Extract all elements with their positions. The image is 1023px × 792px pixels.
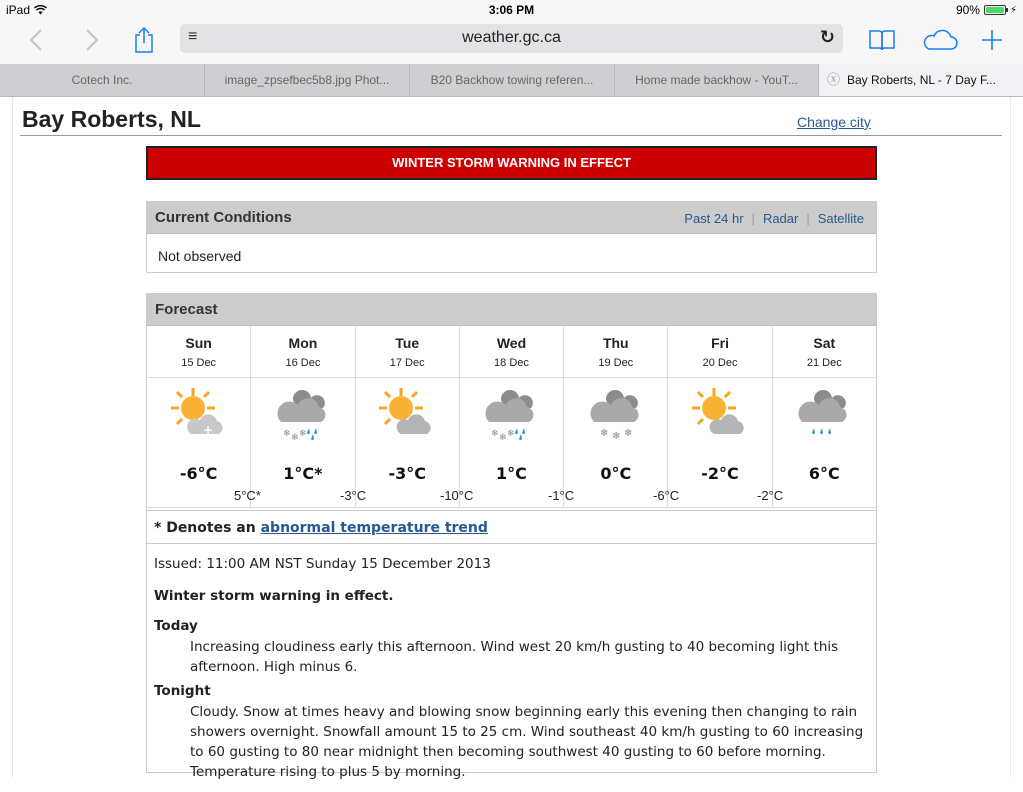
forecast-high: 1°C (496, 464, 527, 483)
close-tab-icon[interactable]: ⓧ (827, 72, 841, 87)
sun-cloud-icon (690, 384, 750, 444)
day-date: 17 Dec (389, 357, 425, 369)
satellite-link[interactable]: Satellite (817, 211, 864, 226)
tab-bar (0, 64, 1023, 97)
warning-banner[interactable]: WINTER STORM WARNING IN EFFECT (146, 146, 877, 180)
issued-time: Issued: 11:00 AM NST Sunday 15 December 2013 (154, 556, 491, 572)
cloud-snow-rain-icon (273, 384, 333, 444)
forecast-day (460, 326, 564, 377)
page-title: Bay Roberts, NL (22, 106, 201, 132)
forecast-high: 6°C (808, 464, 840, 483)
reader-icon[interactable]: ≡ (188, 28, 198, 45)
forecast-day (668, 326, 772, 377)
web-page (0, 97, 1023, 780)
svg-text:❄: ❄ (611, 431, 621, 442)
tab-label: Cotech Inc. (71, 73, 133, 87)
day-name: Sat (813, 335, 836, 351)
svg-text:❄: ❄ (623, 428, 633, 439)
svg-text:❄: ❄ (507, 429, 516, 439)
forecast-day (251, 326, 355, 377)
title-divider (20, 135, 1002, 136)
cloud-rain-icon (794, 384, 854, 444)
tab-label: B20 Backhow towing referen... (430, 73, 594, 87)
abnormal-trend-link[interactable]: abnormal temperature trend (260, 520, 488, 536)
day-date: 20 Dec (702, 357, 738, 369)
abnormal-trend-note (147, 510, 876, 544)
day-date: 19 Dec (598, 357, 634, 369)
forecast-high: -3°C (388, 464, 426, 483)
current-conditions-panel (146, 201, 877, 273)
share-button[interactable] (132, 20, 156, 60)
day-name: Thu (602, 335, 629, 351)
book-icon (868, 28, 896, 52)
forecast-day (773, 326, 876, 377)
period-text: Cloudy. Snow at times heavy and blowing snow beginning early this evening then changing to rain showers overnight. Snowfall amount 15 to 25 cm. Wind southeast 40 km/h gusting to 60 increasing to 60 gusting to 80 near midnight then becoming southwest 40 gusting to 60 before morning. Temperature rising to plus 5 by morning. (190, 704, 864, 780)
note-text: * Denotes an (154, 520, 261, 536)
forward-button[interactable] (80, 20, 104, 60)
day-date: 15 Dec (181, 357, 217, 369)
forecast-low: -1°C (548, 488, 575, 503)
forecast-high: -2°C (701, 464, 739, 483)
share-icon (133, 26, 155, 54)
url-text: weather.gc.ca (462, 29, 561, 46)
back-button[interactable] (24, 20, 48, 60)
device-name: iPad (6, 3, 31, 17)
cloud-icon (921, 28, 959, 52)
day-name: Tue (395, 335, 420, 351)
tab-b20-backhow[interactable] (410, 64, 615, 96)
forecast-day (564, 326, 668, 377)
link-separator: | (751, 211, 755, 226)
panel-header (147, 202, 876, 234)
forecast-day (356, 326, 460, 377)
chevron-right-icon (85, 28, 99, 52)
forecast-low: -2°C (757, 488, 784, 503)
plus-icon (981, 29, 1003, 51)
period-name: Tonight (154, 683, 211, 699)
period-text: Increasing cloudiness early this afternoon. Wind west 20 km/h gusting to 40 becoming light this afternoon. High minus 6. (190, 639, 839, 675)
past-24hr-link[interactable]: Past 24 hr (684, 211, 744, 226)
svg-text:❄: ❄ (282, 429, 291, 439)
svg-text:+: + (202, 423, 213, 437)
reload-icon[interactable]: ↻ (819, 27, 835, 47)
svg-text:❄: ❄ (499, 433, 508, 443)
clock: 3:06 PM (488, 3, 535, 17)
svg-text:❄: ❄ (298, 429, 307, 439)
warning-summary: Winter storm warning in effect. (154, 588, 394, 604)
forecast-panel (146, 293, 877, 780)
forecast-days-row (147, 326, 876, 378)
day-name: Mon (288, 335, 318, 351)
new-tab-button[interactable] (980, 20, 1004, 60)
bookmarks-button[interactable] (868, 20, 896, 60)
status-bar (0, 0, 1023, 20)
svg-text:❄: ❄ (599, 428, 609, 439)
svg-text:❄: ❄ (290, 433, 299, 443)
icloud-tabs-button[interactable] (920, 20, 960, 60)
link-separator: | (806, 211, 810, 226)
period-name: Today (154, 618, 198, 634)
day-date: 18 Dec (494, 357, 529, 369)
forecast-low: -3°C (340, 488, 367, 503)
battery-icon (984, 5, 1006, 15)
tab-youtube[interactable] (615, 64, 819, 96)
tab-label: Bay Roberts, NL - 7 Day F... (847, 73, 996, 87)
status-right (956, 3, 1017, 17)
panel-header (147, 294, 876, 326)
chevron-left-icon (29, 28, 43, 52)
sun-cloud-icon (377, 384, 437, 444)
tab-label: Home made backhow - YouT... (635, 73, 798, 87)
forecast-text (147, 544, 876, 792)
conditions-links (684, 211, 864, 226)
day-name: Wed (496, 335, 527, 351)
change-city-link[interactable]: Change city (797, 114, 871, 130)
cloud-snow-icon (586, 384, 646, 444)
browser-toolbar (0, 20, 1023, 64)
svg-text:❄: ❄ (491, 429, 500, 439)
forecast-high: -6°C (179, 464, 218, 483)
forecast-day (147, 326, 251, 377)
tab-cotech[interactable] (0, 64, 205, 96)
forecast-low: -6°C (653, 488, 680, 503)
tab-weather[interactable] (819, 64, 1023, 96)
panel-title: Forecast (155, 301, 218, 318)
panel-title: Current Conditions (155, 209, 292, 226)
cloud-snow-rain-icon (481, 384, 541, 444)
charging-icon: ⚡ (1009, 4, 1017, 16)
battery-percent: 90% (955, 3, 980, 17)
tab-label: image_zpsefbec5b8.jpg Phot... (224, 73, 390, 87)
radar-link[interactable]: Radar (762, 211, 799, 226)
address-bar[interactable] (180, 24, 843, 53)
forecast-low: 5°C* (234, 488, 261, 503)
day-date: 21 Dec (806, 357, 842, 369)
day-name: Fri (711, 335, 729, 351)
day-name: Sun (185, 335, 212, 351)
forecast-high: 1°C* (283, 464, 323, 483)
sun-cloud-snow-icon (169, 384, 229, 444)
forecast-high: 0°C (600, 464, 632, 483)
forecast-low: -10°C (440, 488, 474, 503)
conditions-body: Not observed (158, 248, 242, 264)
day-date: 16 Dec (285, 357, 321, 369)
tab-image[interactable] (205, 64, 410, 96)
forecast-icon-cell[interactable] (773, 378, 876, 507)
